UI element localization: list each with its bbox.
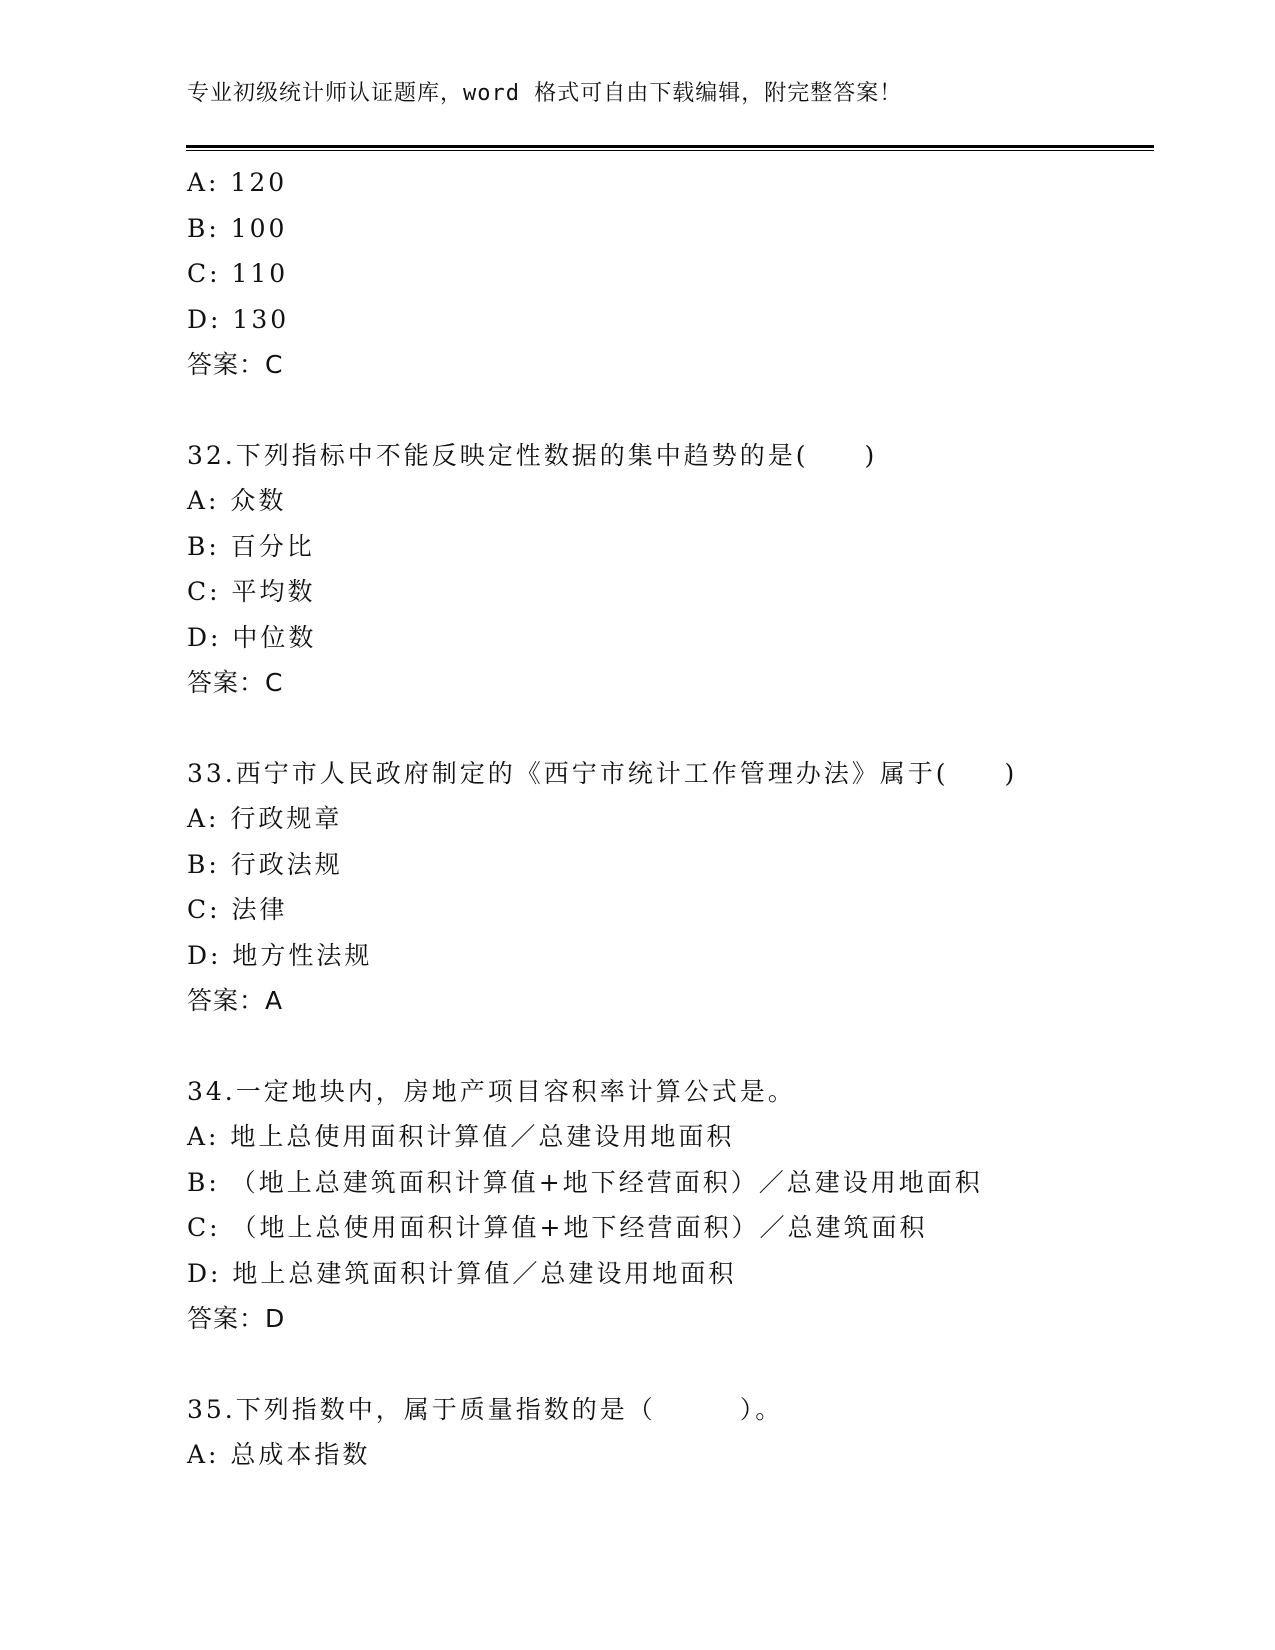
question-text: 35.下列指数中，属于质量指数的是（ ）。 [187,1394,784,1424]
option-b: B: （地上总建筑面积计算值+地下经营面积）／总建设用地面积 [187,1167,983,1197]
header-rule-thin [186,150,1154,151]
answer-line: 答案：C [187,668,284,697]
answer-line: 答案：C [187,350,284,379]
answer-line: 答案：D [187,1304,286,1333]
answer-line: 答案：A [187,986,284,1015]
option-a: A: 120 [187,168,288,197]
option-a: A: 地上总使用面积计算值／总建设用地面积 [187,1122,735,1151]
option-c: C: （地上总使用面积计算值+地下经营面积）／总建筑面积 [187,1213,928,1242]
question-text: 33.西宁市人民政府制定的《西宁市统计工作管理办法》属于( ) [187,758,1018,788]
page-header: 专业初级统计师认证题库，word 格式可自由下载编辑，附完整答案！ [187,81,903,106]
option-d: D: 中位数 [187,622,317,652]
option-d: D: 130 [187,304,290,334]
header-rule-thick [186,145,1154,148]
option-c: C: 110 [187,259,289,288]
option-d: D: 地上总建筑面积计算值／总建设用地面积 [187,1258,737,1288]
option-a: A: 众数 [187,486,287,515]
question-list [187,160,1147,1523]
question-block [187,1387,1147,1478]
question-block [187,433,1147,706]
option-a: A: 行政规章 [187,804,343,833]
question-block [187,751,1147,1024]
option-d: D: 地方性法规 [187,940,373,970]
option-b: B: 100 [187,213,288,243]
question-block [187,1069,1147,1342]
option-b: B: 百分比 [187,531,315,561]
question-block [187,160,1147,388]
option-b: B: 行政法规 [187,849,343,879]
question-text: 34.一定地块内，房地产项目容积率计算公式是。 [187,1076,796,1106]
option-c: C: 法律 [187,895,288,924]
option-c: C: 平均数 [187,577,316,606]
option-a: A: 总成本指数 [187,1440,371,1469]
question-text: 32.下列指标中不能反映定性数据的集中趋势的是( ) [187,440,878,470]
